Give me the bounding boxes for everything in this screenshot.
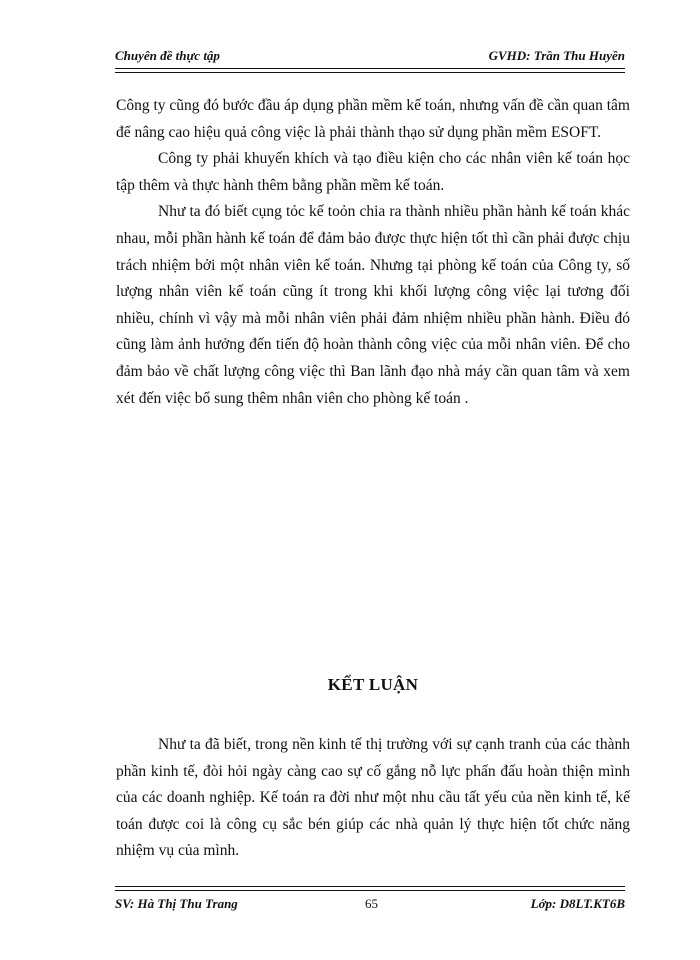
paragraph: Như ta đó biết cụng tỏc kế toỏn chia ra thành nhiều phần hành kế toán khác nhau, mỗi phần hành kế toán để đảm bảo được thực hiện tốt thì cần phải được chịu trách nhiệm bởi một nhân viên kế toán. Nhưng tại phòng kế toán của Công ty, số lượng nhân viên kế toán cũng ít trong khi khối lượng công việc lại tương đối nhiều, chính vì vậy mà mỗi nhân viên phải đảm nhiệm nhiều phần hành. Điều đó cũng làm ảnh hưởng đến tiến độ hoàn thành công việc của mỗi nhân viên. Để cho đảm bảo về chất lượng công việc thì Ban lãnh đạo nhà máy cần quan tâm và xem xét đến việc bổ sung thêm nhân viên cho phòng kế toán . <box>116 203 630 407</box>
page-number: 65 <box>365 896 378 911</box>
header-title: Chuyên đề thực tập <box>115 48 220 63</box>
paragraph: Công ty cũng đó bước đầu áp dụng phần mềm kế toán, nhưng vấn đề cần quan tâm để nâng cao hiệu quả công việc là phải thành thạo sử dụng phần mềm ESOFT. <box>116 97 630 141</box>
paragraph: Công ty phải khuyến khích và tạo điều kiện cho các nhân viên kế toán học tập thêm và thực hành thêm bằng phần mềm kế toán. <box>116 150 630 194</box>
header-divider <box>115 68 625 73</box>
conclusion-text <box>116 732 630 865</box>
footer-class: Lớp: D8LT.KT6B <box>530 896 625 911</box>
page-footer <box>115 894 625 916</box>
header-supervisor: GVHD: Trần Thu Huyền <box>488 48 625 63</box>
section-heading: KẾT LUẬN <box>327 675 419 694</box>
paragraph: Như ta đã biết, trong nền kinh tế thị trường với sự cạnh tranh của các thành phần kinh tế, đòi hỏi ngày càng cao sự cố gắng nỗ lực phấn đấu hoàn thiện mình của các doanh nghiệp. Kế toán ra đời như một nhu cầu tất yếu của nền kinh tế, kế toán được coi là công cụ sắc bén giúp các nhà quản lý thực hiện tốt chức năng nhiệm vụ của mình. <box>116 736 630 860</box>
footer-divider <box>115 886 625 891</box>
page-header <box>115 44 625 68</box>
footer-student: SV: Hà Thị Thu Trang <box>115 896 238 911</box>
body-text <box>116 93 630 412</box>
